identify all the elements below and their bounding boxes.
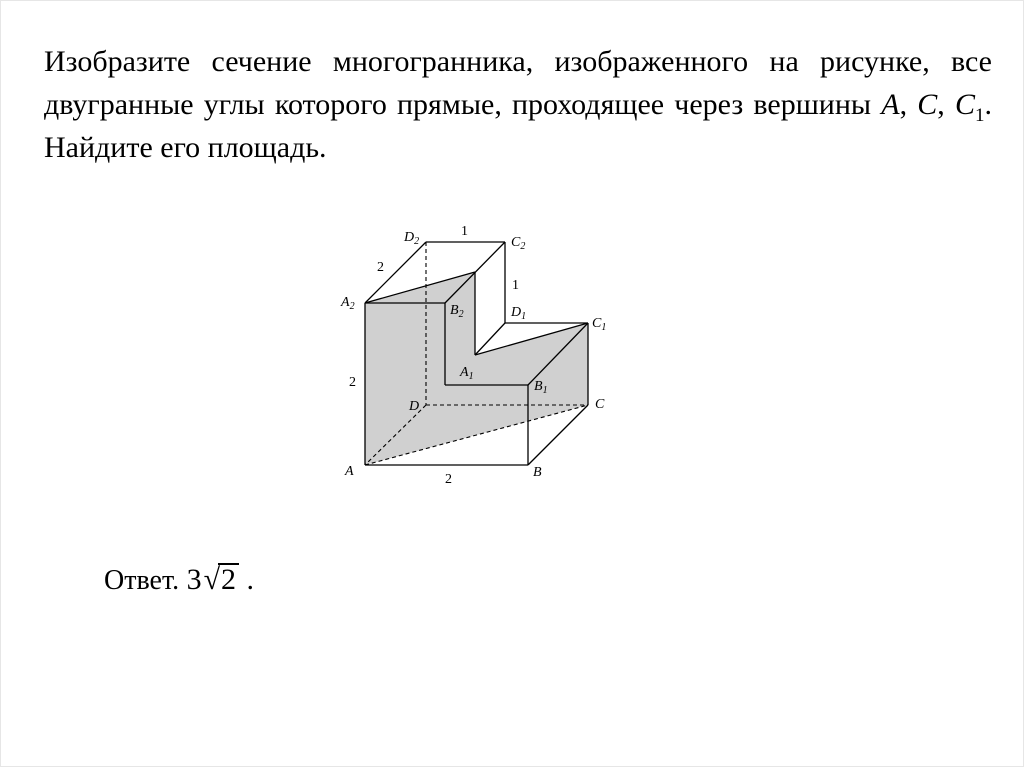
length-a2-d2: 2: [377, 260, 384, 275]
vertex-c1-subscript: 1: [975, 105, 985, 126]
label-d1: $D_1$: [511, 305, 527, 322]
answer-radicand: 2: [218, 563, 239, 595]
separator-1: ,: [899, 88, 918, 121]
problem-text-start: Изобразите сечение многогранника, изображенного на рисунке, все двугранные углы которого прямые, проходящее через вершины: [44, 45, 992, 121]
length-a-b: 2: [445, 472, 452, 487]
label-d2: $D_2$: [404, 230, 420, 247]
length-a2-a: 2: [349, 375, 356, 390]
answer-label: Ответ.: [104, 565, 180, 596]
vertex-a-ref: A: [881, 88, 900, 121]
label-a: A: [345, 464, 354, 479]
label-b: B: [533, 465, 542, 480]
section-polygon: [365, 272, 588, 465]
radical-sign: √: [203, 563, 221, 596]
answer: [104, 560, 254, 601]
length-c2-d1: 1: [512, 278, 519, 293]
label-a1: $A_1$: [460, 365, 474, 382]
label-a2: $A_2$: [341, 295, 355, 312]
label-b2: $B_2$: [450, 303, 464, 320]
problem-statement: [44, 40, 992, 169]
answer-coefficient: 3: [186, 563, 202, 596]
polyhedron-figure: [330, 210, 650, 500]
label-c1: $C_1$: [592, 316, 607, 333]
vertex-c1-ref: C: [954, 88, 975, 121]
label-c: C: [595, 397, 605, 412]
label-d: D: [409, 399, 420, 414]
length-d2-c2: 1: [461, 224, 468, 239]
answer-tail: .: [239, 563, 255, 596]
vertex-c-ref: C: [917, 88, 938, 121]
label-b1: $B_1$: [534, 379, 548, 396]
label-c2: $C_2$: [511, 235, 526, 252]
problem-text-end: . Найдите его площадь.: [44, 88, 992, 164]
separator-2: ,: [937, 88, 955, 121]
answer-sqrt: [204, 560, 239, 600]
